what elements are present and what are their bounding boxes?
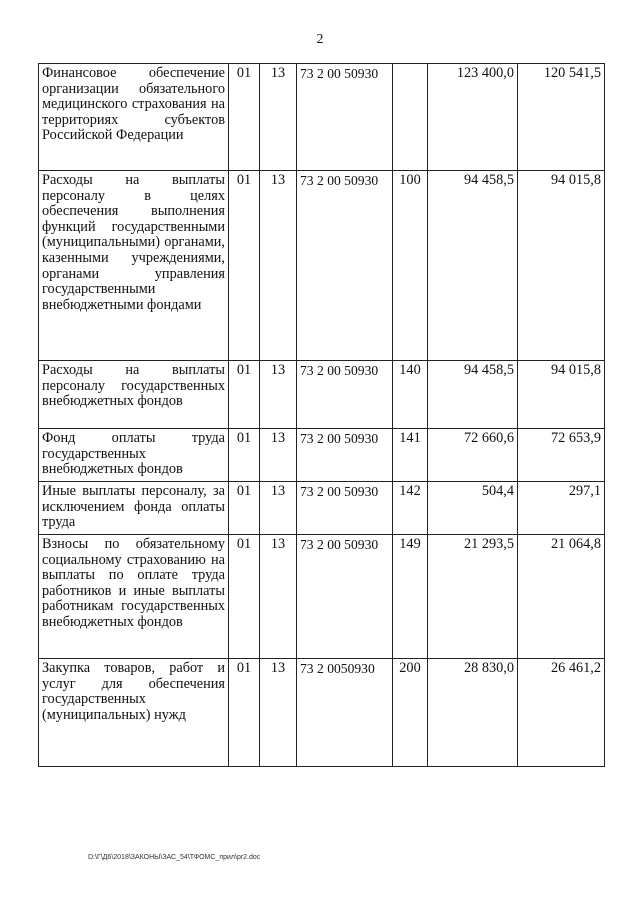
section-code-cell: 01 xyxy=(229,659,260,767)
target-article-cell: 73 2 00 50930 xyxy=(297,64,393,171)
subsection-code-cell: 13 xyxy=(260,64,297,171)
subsection-code-cell: 13 xyxy=(260,171,297,361)
page-number: 2 xyxy=(316,32,324,47)
section-code-cell: 01 xyxy=(229,171,260,361)
amount-planned-cell: 21 293,5 xyxy=(428,535,518,659)
target-article-cell: 73 2 00 50930 xyxy=(297,535,393,659)
amount-planned-cell: 28 830,0 xyxy=(428,659,518,767)
section-code-cell: 01 xyxy=(229,361,260,429)
amount-executed-cell: 21 064,8 xyxy=(518,535,605,659)
table-row xyxy=(39,361,605,429)
expense-type-cell: 142 xyxy=(393,482,428,535)
amount-planned-cell: 123 400,0 xyxy=(428,64,518,171)
amount-executed-cell: 94 015,8 xyxy=(518,171,605,361)
target-article-cell: 73 2 00 50930 xyxy=(297,171,393,361)
subsection-code-cell: 13 xyxy=(260,535,297,659)
target-article-cell: 73 2 00 50930 xyxy=(297,429,393,482)
section-code-cell: 01 xyxy=(229,64,260,171)
expense-type-cell xyxy=(393,64,428,171)
table-row xyxy=(39,482,605,535)
row-name-cell: Фонд оплаты труда государственных внебюджетных фондов xyxy=(39,429,229,482)
amount-executed-cell: 120 541,5 xyxy=(518,64,605,171)
row-name-cell: Иные выплаты персоналу, за исключением фонда оплаты труда xyxy=(39,482,229,535)
expense-type-cell: 100 xyxy=(393,171,428,361)
target-article-cell: 73 2 00 50930 xyxy=(297,482,393,535)
amount-planned-cell: 72 660,6 xyxy=(428,429,518,482)
target-article-cell: 73 2 00 50930 xyxy=(297,361,393,429)
row-name-cell: Взносы по обязательному социальному страхованию на выплаты по оплате труда работников и иные выплаты работникам государственных внебюджетных фондов xyxy=(39,535,229,659)
subsection-code-cell: 13 xyxy=(260,429,297,482)
expense-type-cell: 141 xyxy=(393,429,428,482)
table-row xyxy=(39,64,605,171)
budget-table xyxy=(38,63,605,767)
section-code-cell: 01 xyxy=(229,482,260,535)
amount-executed-cell: 26 461,2 xyxy=(518,659,605,767)
table-row xyxy=(39,171,605,361)
section-code-cell: 01 xyxy=(229,535,260,659)
row-name-cell: Расходы на выплаты персоналу в целях обеспечения выполнения функций государственными (муниципальными) органами, казенными учреждениями, органами управления государственными внебюджетными фондами xyxy=(39,171,229,361)
file-path-footer: D:\Г\Д6\2018\ЗАКОНЫ\ЗАС_54\ТФОМС_прил\pr2.doc xyxy=(88,854,261,861)
section-code-cell: 01 xyxy=(229,429,260,482)
table-row xyxy=(39,659,605,767)
amount-planned-cell: 94 458,5 xyxy=(428,361,518,429)
table-row xyxy=(39,429,605,482)
amount-planned-cell: 504,4 xyxy=(428,482,518,535)
table-row xyxy=(39,535,605,659)
row-name-cell: Финансовое обеспечение организации обязательного медицинского страхования на территориях субъектов Российской Федерации xyxy=(39,64,229,171)
target-article-cell: 73 2 0050930 xyxy=(297,659,393,767)
expense-type-cell: 149 xyxy=(393,535,428,659)
subsection-code-cell: 13 xyxy=(260,361,297,429)
subsection-code-cell: 13 xyxy=(260,482,297,535)
expense-type-cell: 200 xyxy=(393,659,428,767)
row-name-cell: Закупка товаров, работ и услуг для обеспечения государственных (муниципальных) нужд xyxy=(39,659,229,767)
amount-executed-cell: 72 653,9 xyxy=(518,429,605,482)
amount-planned-cell: 94 458,5 xyxy=(428,171,518,361)
row-name-cell: Расходы на выплаты персоналу государственных внебюджетных фондов xyxy=(39,361,229,429)
subsection-code-cell: 13 xyxy=(260,659,297,767)
expense-type-cell: 140 xyxy=(393,361,428,429)
amount-executed-cell: 297,1 xyxy=(518,482,605,535)
amount-executed-cell: 94 015,8 xyxy=(518,361,605,429)
